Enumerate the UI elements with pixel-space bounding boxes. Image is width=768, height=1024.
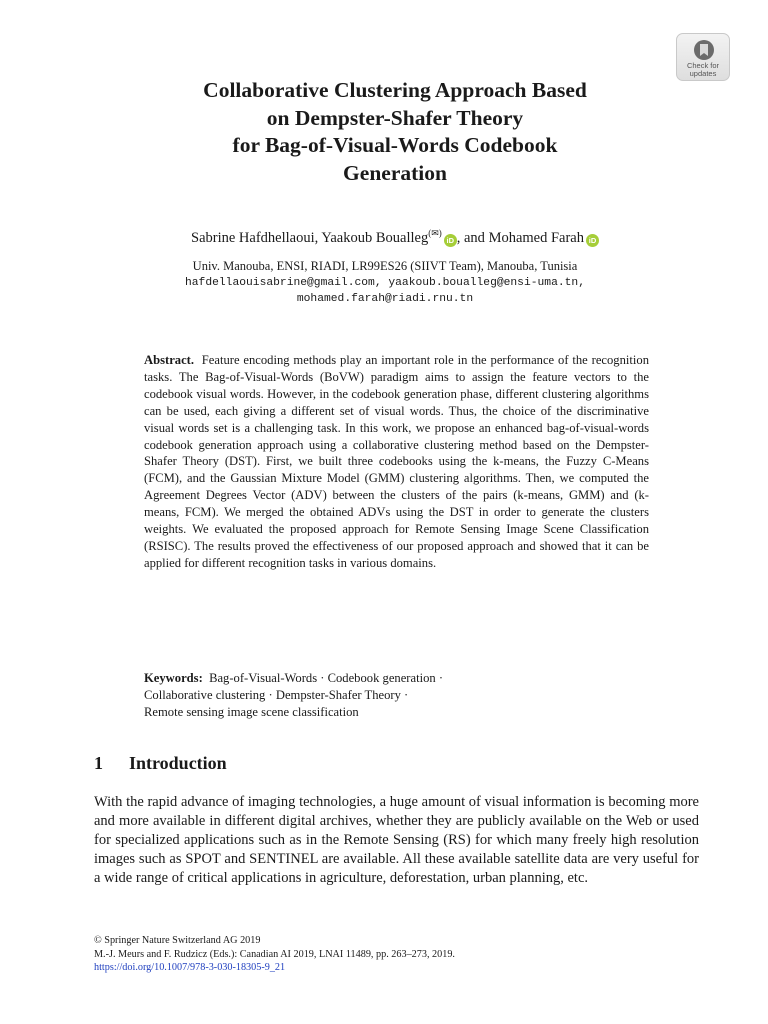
paper-title <box>90 77 700 187</box>
footer <box>94 934 714 975</box>
abstract-label: Abstract. <box>144 353 195 367</box>
keywords-line: Remote sensing image scene classification <box>144 705 359 719</box>
author-separator: , and <box>456 229 489 246</box>
orcid-icon[interactable]: iD <box>444 234 457 247</box>
keywords-line: Bag-of-Visual-Words · Codebook generation · <box>209 671 444 685</box>
intro-paragraph: With the rapid advance of imaging technologies, a huge amount of visual information is becoming more and more available in different digital archives, whether they are publicly available on the Web or used for specialized applications such as in the Remote Sensing (RS) for which many freely high resolution images such as SPOT and SENTINEL are available. All these available satellite data are very useful for a wide range of critical applications in agriculture, deforestation, urban planning, etc. <box>94 794 699 886</box>
doi-link[interactable]: https://doi.org/10.1007/978-3-030-18305-9_21 <box>94 962 286 973</box>
section-title: Introduction <box>129 753 227 773</box>
badge-label: Check for updates <box>686 61 720 78</box>
abstract <box>144 352 649 572</box>
title-line: Generation <box>343 160 447 185</box>
keywords-line: Collaborative clustering · Dempster-Shafer Theory · <box>144 688 409 702</box>
title-line: Collaborative Clustering Approach Based <box>203 78 587 102</box>
affiliation: Univ. Manouba, ENSI, RIADI, LR99ES26 (SIIVT Team), Manouba, Tunisia <box>192 259 578 273</box>
title-line: on Dempster-Shafer Theory <box>266 105 524 130</box>
section-number: 1 <box>94 753 103 773</box>
author-name: Yaakoub Boualleg <box>321 229 429 246</box>
author-name: Mohamed Farah <box>488 229 584 246</box>
citation-line: M.-J. Meurs and F. Rudzicz (Eds.): Canadian AI 2019, LNAI 11489, pp. 263–273, 2019. <box>94 948 455 960</box>
email-line[interactable]: hafdellaouisabrine@gmail.com, yaakoub.boualleg@ensi-uma.tn, <box>185 277 585 289</box>
corresponding-author-mark: (✉) <box>428 228 442 238</box>
section-heading <box>94 752 227 774</box>
author-list <box>60 224 730 247</box>
abstract-text: Feature encoding methods play an important role in the performance of the recognition tasks. The Bag-of-Visual-Words (BoVW) paradigm aims to assign the feature vectors to the codebook visual words. However, in the codebook generation phase, different clustering algorithms can be used, each giving a different set of visual words. Thus, the choice of the discriminative visual words set is a challenging task. In this work, we propose an enhanced bag-of-visual-words codebook generation approach using a collaborative clustering method based on the Dempster-Shafer Theory (DST). First, we built three codebooks using the k-means, the Fuzzy C-Means (FCM), and the Gaussian Mixture Model (GMM) clustering algorithms. Then, we computed the Agreement Degrees Vector (ADV) between the clusters of the pairs (k-means, GMM) and (k-means, FCM). We merged the obtained ADVs using the DST in order to generate the clusters weights. We evaluated the proposed approach for Remote Sensing Image Scene Classification (RSISC). The results proved the effectiveness of our proposed approach and showed that it can be applied for different recognition tasks in various domains. <box>144 353 649 570</box>
title-line: for Bag-of-Visual-Words Codebook <box>232 133 558 157</box>
orcid-icon[interactable]: iD <box>586 234 599 247</box>
keywords-label: Keywords: <box>144 671 203 685</box>
bookmark-check-icon <box>692 38 716 62</box>
keywords <box>144 670 654 721</box>
check-for-updates-badge[interactable] <box>676 33 730 81</box>
copyright-line: © Springer Nature Switzerland AG 2019 <box>94 935 261 946</box>
email-line[interactable]: mohamed.farah@riadi.rnu.tn <box>296 293 474 305</box>
author-name: Sabrine Hafdhellaoui, <box>191 229 322 246</box>
